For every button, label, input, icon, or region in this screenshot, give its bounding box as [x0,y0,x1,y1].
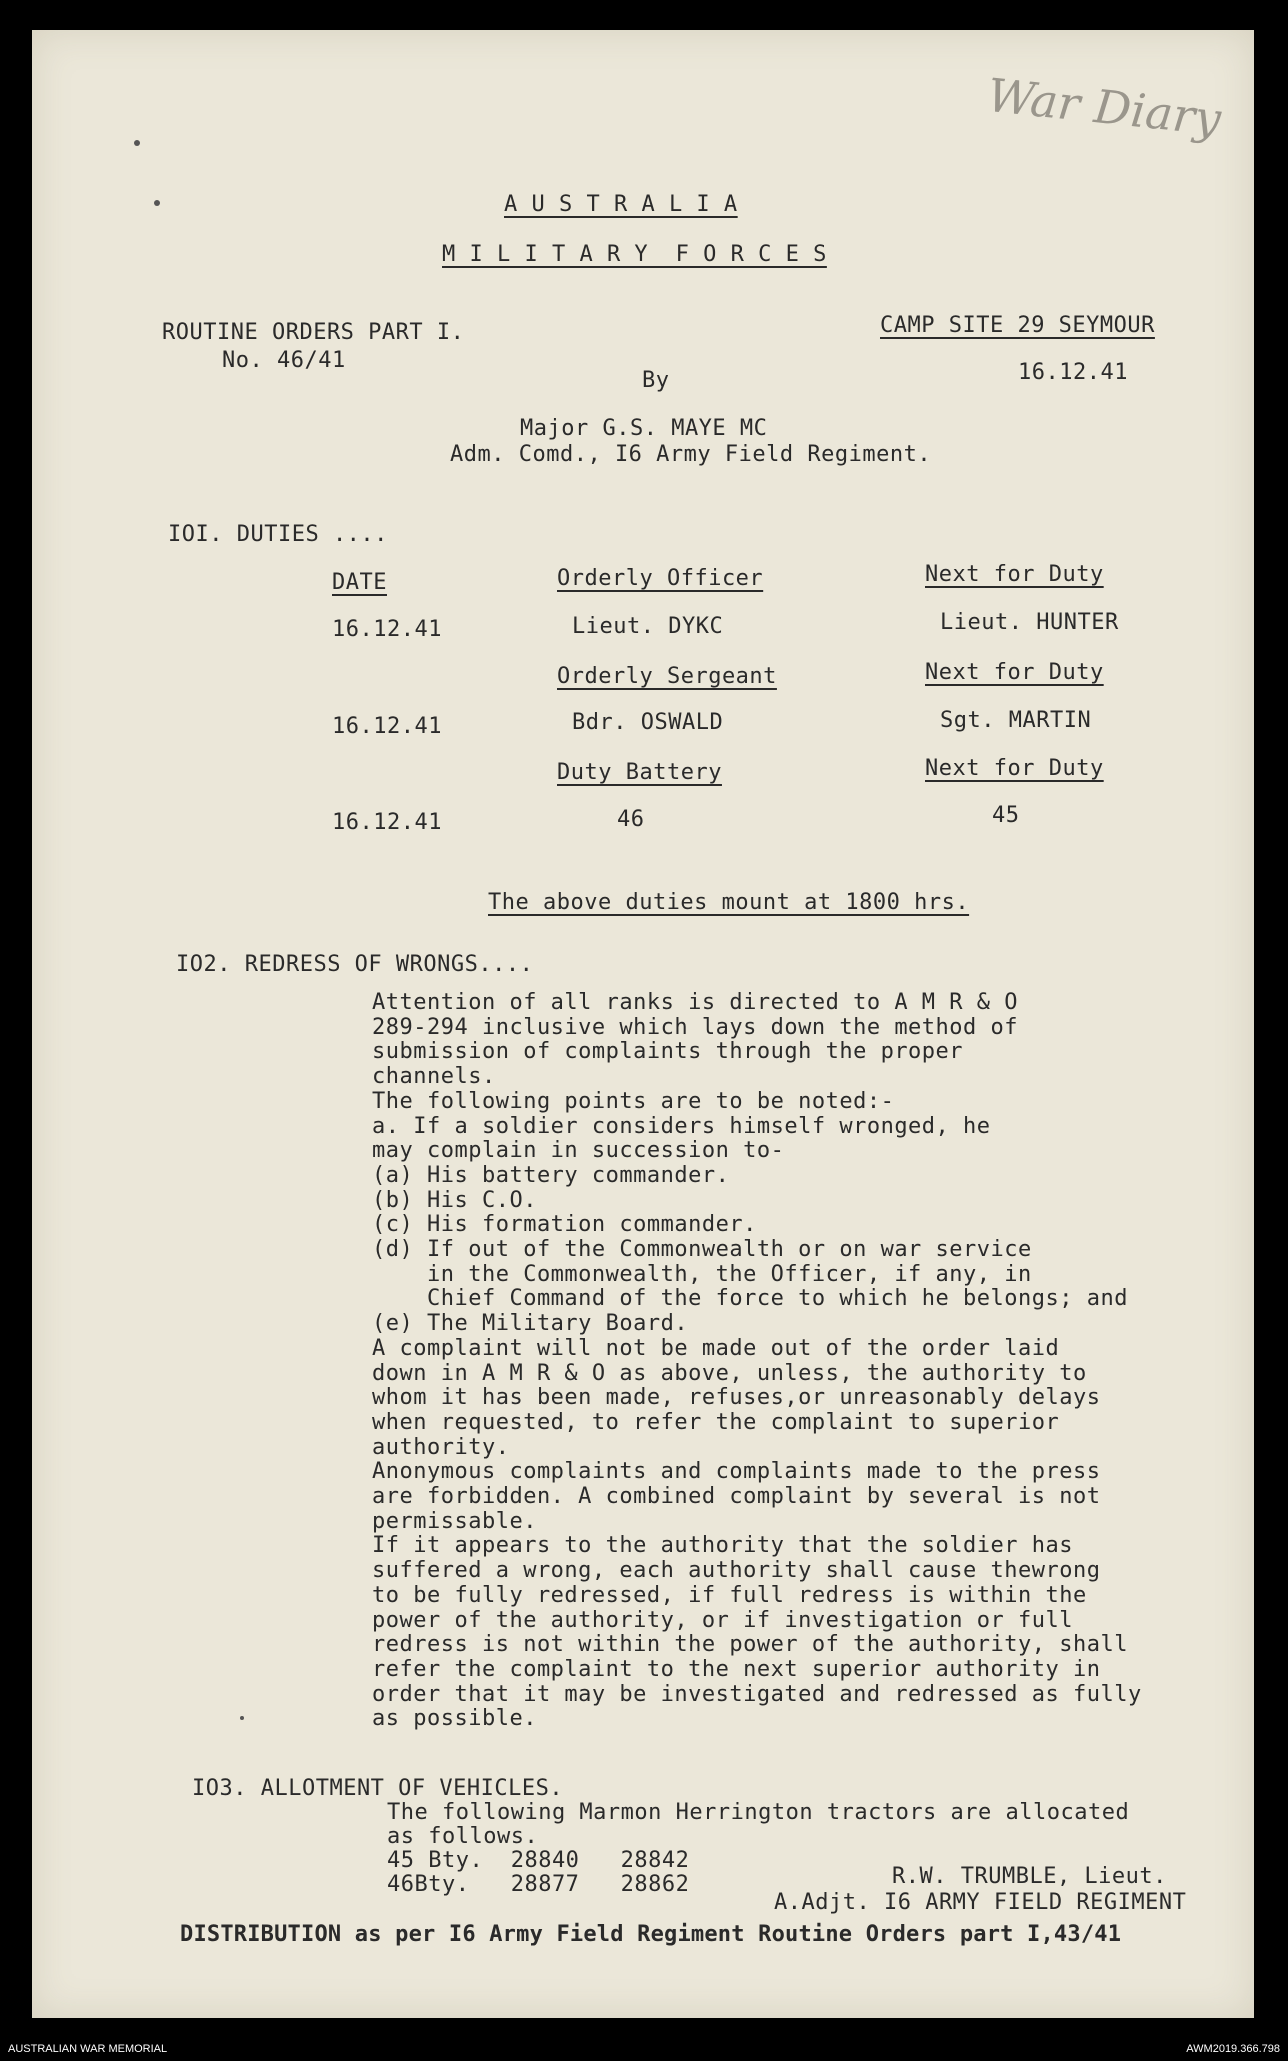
war-diary-annotation: War Diary [984,67,1224,147]
duty-value: Bdr. OSWALD [572,710,724,735]
body-line: power of the authority, or if investigation or full [372,1607,1074,1633]
header-forces: M I L I T A R Y F O R C E S [442,242,827,267]
body-line: Attention of all ranks is directed to A M R & O [372,990,1019,1015]
document-page [32,30,1254,2018]
body-line: a. If a soldier considers himself wronged, he [372,1113,991,1139]
body-line: redress is not within the power of the authority, shall [372,1632,1128,1658]
duty-date: 16.12.41 [332,714,442,739]
next-label: Next for Duty [925,660,1104,685]
orders-title: ROUTINE ORDERS PART I. [162,320,465,345]
duty-next: Sgt. MARTIN [940,708,1092,733]
body-line: suffered a wrong, each authority shall cause thewrong [372,1558,1101,1584]
body-line: Anonymous complaints and complaints made to the press [372,1459,1101,1485]
orders-number: No. 46/41 [222,348,346,373]
body-line: (c) His formation commander. [372,1212,757,1238]
commander-unit: Adm. Comd., I6 Army Field Regiment. [450,442,932,467]
next-label: Next for Duty [925,562,1104,587]
body-line: whom it has been made, refuses,or unreasonably delays [372,1385,1101,1411]
body-line: may complain in succession to- [372,1138,785,1164]
footer-reference: AWM2019.366.798 [1186,2043,1280,2055]
body-line: A complaint will not be made out of the order laid [372,1335,1060,1361]
body-line: channels. [372,1064,496,1090]
body-line: The following Marmon Herrington tractors are allocated [387,1800,1130,1825]
body-line: in the Commonwealth, the Officer, if any, in [372,1261,1032,1287]
section-102-heading: IO2. REDRESS OF WRONGS.... [176,952,534,977]
duty-next: Lieut. HUNTER [940,610,1119,635]
body-line: 289-294 inclusive which lays down the method of [372,1014,1019,1040]
body-line: If it appears to the authority that the soldier has [372,1533,1074,1559]
signature-title: A.Adjt. I6 ARMY FIELD REGIMENT [774,1890,1187,1915]
duty-date: 16.12.41 [332,810,442,835]
body-line: authority. [372,1434,510,1460]
body-line: order that it may be investigated and redressed as fully [372,1681,1142,1707]
ink-dot [240,1716,244,1720]
body-line: as follows. [387,1824,539,1849]
body-line: 46Bty. 28877 28862 [387,1872,690,1897]
by-label: By [642,368,670,393]
body-line: are forbidden. A combined complaint by several is not [372,1484,1101,1509]
body-line: The following points are to be noted:- [372,1088,895,1114]
body-line: permissable. [372,1508,537,1534]
duty-value: Lieut. DYKC [572,614,724,639]
duty-label: Orderly Officer [557,566,764,591]
next-label: Next for Duty [925,756,1104,781]
body-line: to be fully redressed, if full redress is within the [372,1582,1087,1608]
date-column-header: DATE [332,570,387,595]
body-line: 45 Bty. 28840 28842 [387,1848,690,1873]
camp-site: CAMP SITE 29 SEYMOUR [880,313,1155,338]
body-line: refer the complaint to the next superior authority in [372,1656,1101,1682]
body-line: when requested, to refer the complaint to superior [372,1409,1060,1435]
distribution: DISTRIBUTION as per I6 Army Field Regiment Routine Orders part I,43/41 [180,1922,1122,1947]
body-line: submission of complaints through the proper [372,1039,964,1065]
commander-name: Major G.S. MAYE MC [520,416,768,441]
duty-value: 46 [617,807,645,832]
pin-hole [134,140,140,146]
body-line: (d) If out of the Commonwealth or on war service [372,1237,1032,1262]
body-line: (a) His battery commander. [372,1162,730,1188]
body-line: down in A M R & O as above, unless, the authority to [372,1360,1087,1386]
header-country: A U S T R A L I A [504,192,738,217]
duty-next: 45 [992,803,1020,828]
body-line: as possible. [372,1706,537,1732]
body-line: Chief Command of the force to which he belongs; and [372,1286,1128,1312]
duty-date: 16.12.41 [332,617,442,642]
section-101-heading: IOI. DUTIES .... [168,522,388,547]
order-date: 16.12.41 [1018,360,1128,385]
body-line: (e) The Military Board. [372,1311,689,1337]
pin-hole [154,200,160,206]
duty-label: Orderly Sergeant [557,664,777,689]
duty-label: Duty Battery [557,760,722,785]
body-line: (b) His C.O. [372,1187,537,1213]
footer-credit: AUSTRALIAN WAR MEMORIAL [8,2043,168,2055]
section-103-heading: IO3. ALLOTMENT OF VEHICLES. [192,1776,564,1801]
duties-note: The above duties mount at 1800 hrs. [488,890,970,915]
signature-name: R.W. TRUMBLE, Lieut. [892,1864,1167,1889]
